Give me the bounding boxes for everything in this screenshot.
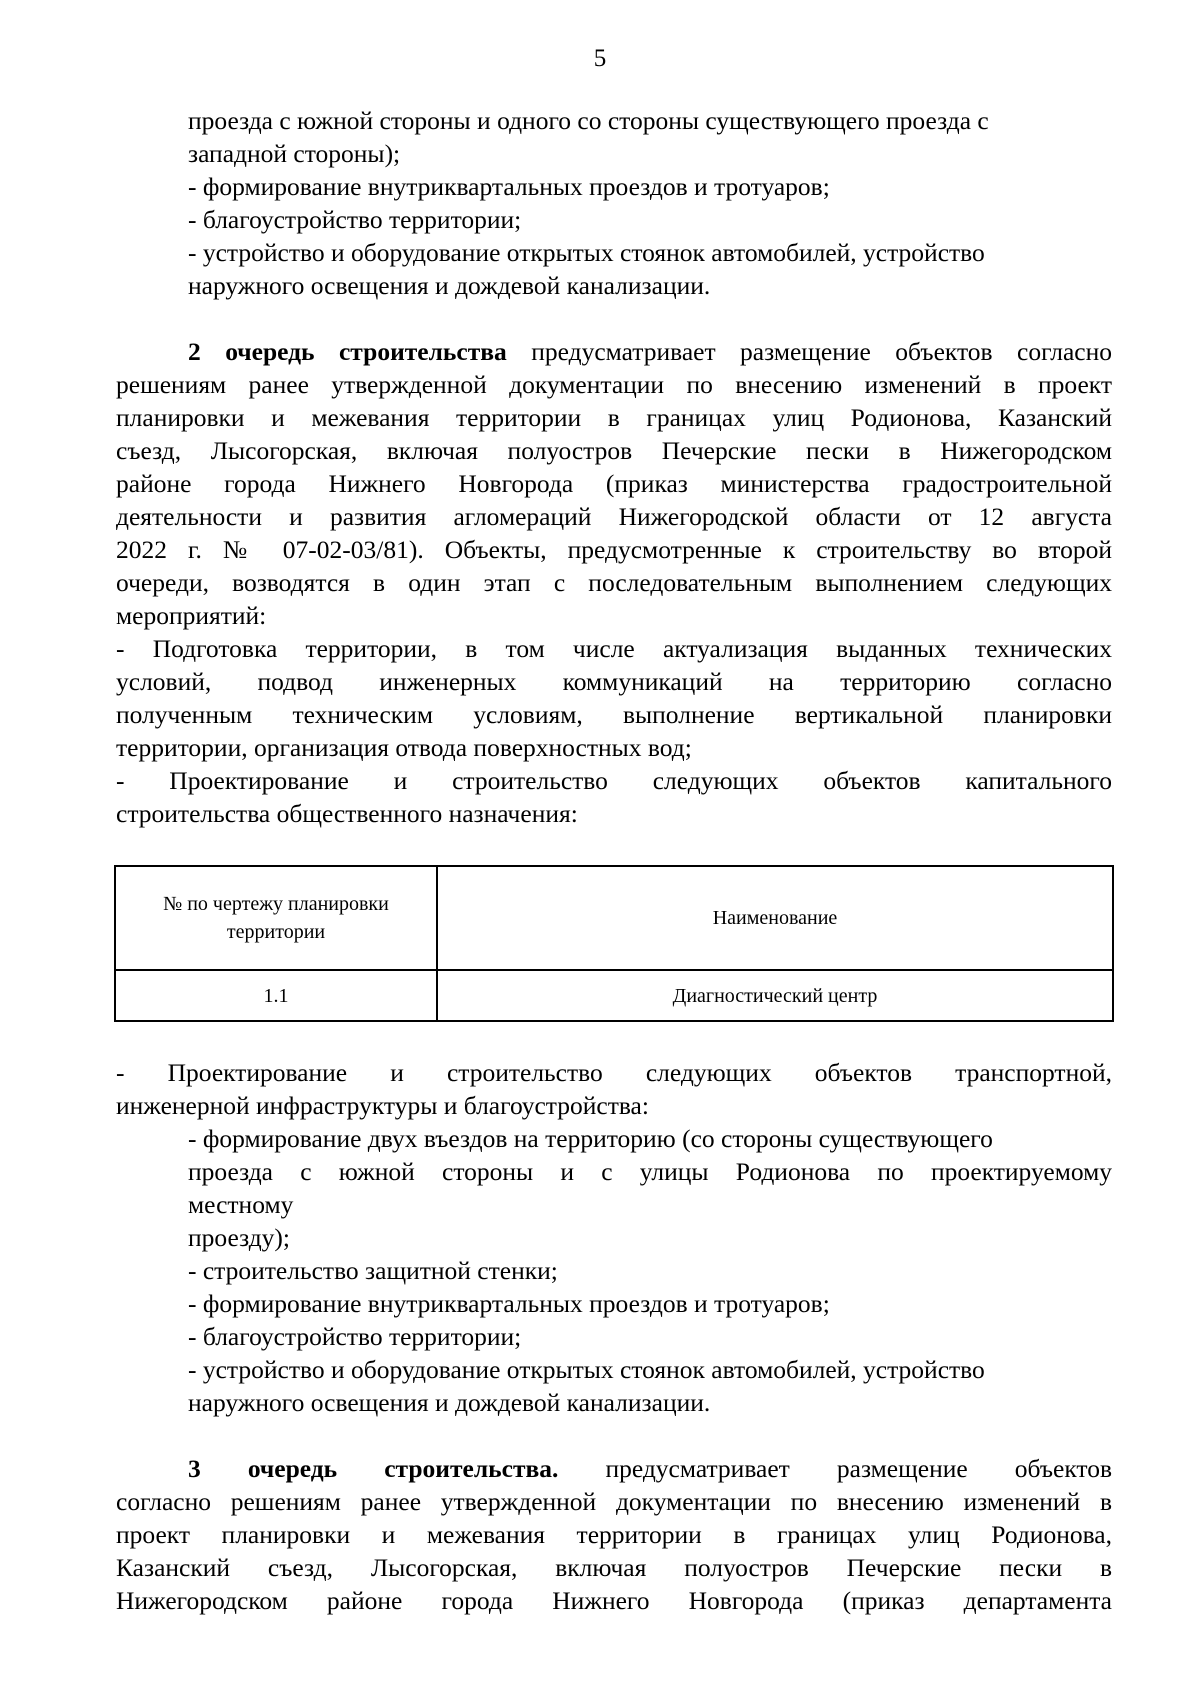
list-item: проезду);	[188, 1223, 290, 1252]
stage3-line: проект планировки и межевания территории в границах улиц Родионова,	[116, 1520, 1112, 1549]
table-header-row	[115, 866, 1113, 970]
objects-table	[114, 865, 1114, 1022]
prep-line: - Подготовка территории, в том числе актуализация выданных технических	[116, 634, 1112, 663]
list-item: - устройство и оборудование открытых стоянок автомобилей, устройство	[188, 238, 985, 267]
stage3-line: Нижегородском районе города Нижнего Новгорода (приказ департамента	[116, 1586, 1112, 1615]
document-body	[116, 104, 1112, 1617]
list-item: - формирование внутриквартальных проездов и тротуаров;	[188, 172, 830, 201]
table-header-number: № по чертежу планировки территории	[115, 866, 437, 970]
list-item: - формирование внутриквартальных проездов и тротуаров;	[188, 1289, 830, 1318]
list-item: проезда с южной стороны и с улицы Родионова по проектируемому	[188, 1157, 1112, 1186]
design-line: - Проектирование и строительство следующих объектов капитального	[116, 766, 1112, 795]
list-item: - формирование двух въездов на территорию (со стороны существующего	[188, 1124, 993, 1153]
list-item: наружного освещения и дождевой канализации.	[188, 271, 711, 300]
list-item: - благоустройство территории;	[188, 1322, 522, 1351]
intro-line: проезда с южной стороны и одного со стороны существующего проезда с	[188, 106, 989, 135]
stage2-line: районе города Нижнего Новгорода (приказ министерства градостроительной	[116, 469, 1112, 498]
table-header-name: Наименование	[437, 866, 1113, 970]
list-item: - благоустройство территории;	[188, 205, 522, 234]
infra-line: - Проектирование и строительство следующих объектов транспортной,	[116, 1058, 1112, 1087]
prep-line: полученным техническим условиям, выполнение вертикальной планировки	[116, 700, 1112, 729]
stage3-line: согласно решениям ранее утвержденной документации по внесению изменений в	[116, 1487, 1112, 1516]
design-line: строительства общественного назначения:	[116, 799, 578, 828]
table-row	[115, 970, 1113, 1021]
intro-line: западной стороны);	[188, 139, 401, 168]
list-item: местному	[188, 1190, 294, 1219]
page-number: 5	[593, 45, 607, 72]
prep-line: территории, организация отвода поверхностных вод;	[116, 733, 692, 762]
stage2-line: съезд, Лысогорская, включая полуостров Печерские пески в Нижегородском	[116, 436, 1112, 465]
table-cell-name: Диагностический центр	[437, 970, 1113, 1021]
list-item: - строительство защитной стенки;	[188, 1256, 558, 1285]
stage2-line: решениям ранее утвержденной документации по внесению изменений в проект	[116, 370, 1112, 399]
prep-line: условий, подвод инженерных коммуникаций на территорию согласно	[116, 667, 1112, 696]
stage2-line: деятельности и развития агломераций Нижегородской области от 12 августа	[116, 502, 1112, 531]
stage3-line: Казанский съезд, Лысогорская, включая полуостров Печерские пески в	[116, 1553, 1112, 1582]
infra-line: инженерной инфраструктуры и благоустройства:	[116, 1091, 649, 1120]
stage2-heading: 2 очередь строительства	[188, 337, 507, 366]
stage2-line: очереди, возводятся в один этап с последовательным выполнением следующих	[116, 568, 1112, 597]
stage2-line: планировки и межевания территории в границах улиц Родионова, Казанский	[116, 403, 1112, 432]
stage2-line: 2022 г. № 07-02-03/81). Объекты, предусмотренные к строительству во второй	[116, 535, 1112, 564]
list-item: наружного освещения и дождевой канализации.	[188, 1388, 711, 1417]
stage2-paragraph: 2 очередь строительства предусматривает размещение объектов согласно	[188, 337, 1112, 366]
table-cell-number: 1.1	[115, 970, 437, 1021]
stage3-heading: 3 очередь строительства.	[188, 1454, 559, 1483]
stage3-paragraph: 3 очередь строительства. предусматривает размещение объектов	[188, 1454, 1112, 1483]
stage2-line: мероприятий:	[116, 601, 267, 630]
list-item: - устройство и оборудование открытых стоянок автомобилей, устройство	[188, 1355, 985, 1384]
